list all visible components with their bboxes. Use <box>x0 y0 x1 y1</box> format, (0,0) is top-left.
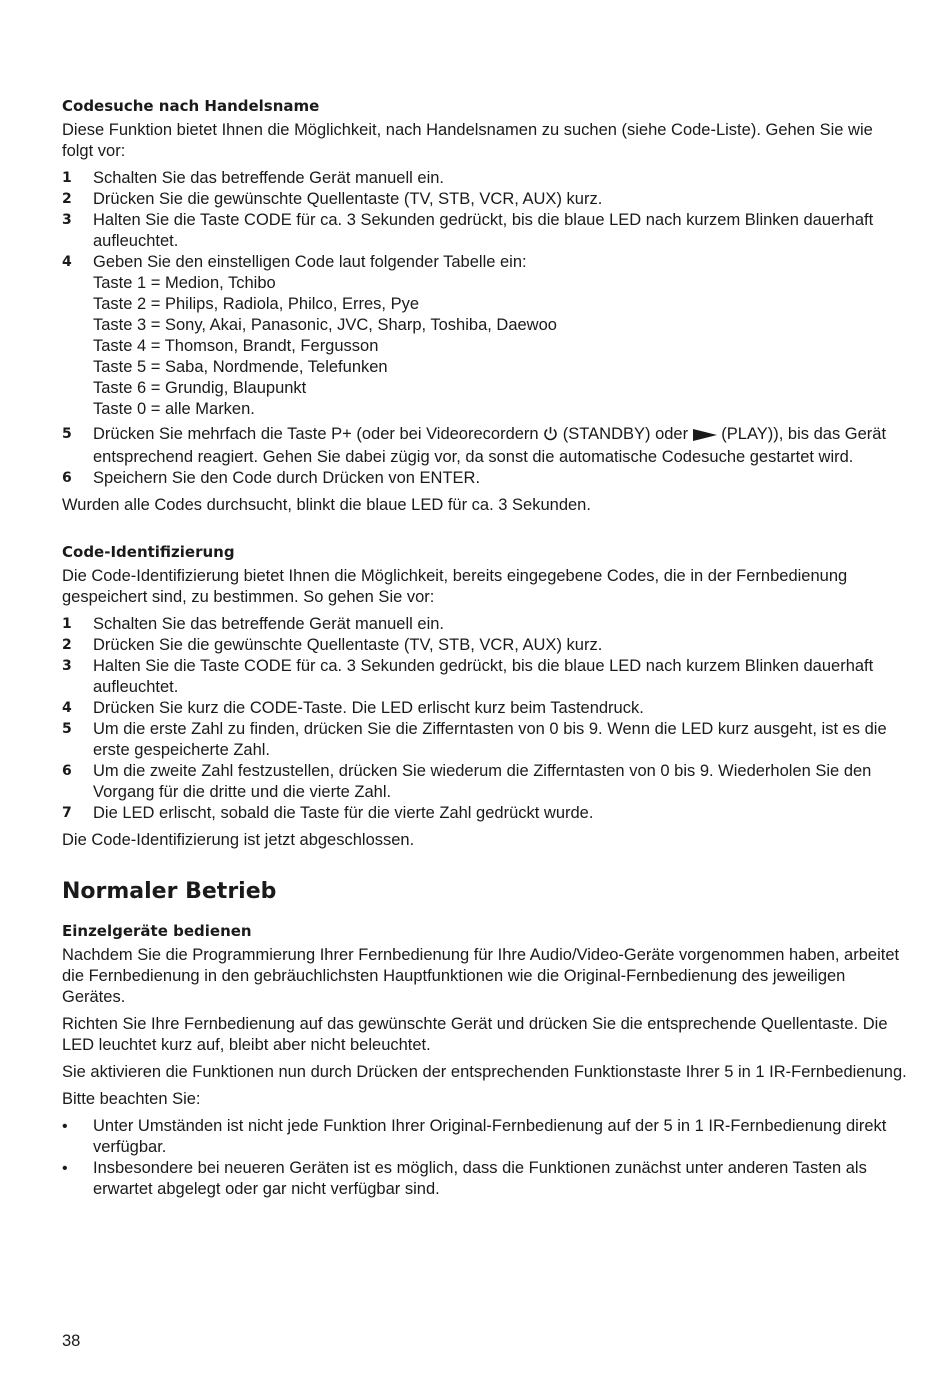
steps-list <box>62 168 908 489</box>
list-item: 5 Drücken Sie mehrfach die Taste P+ (oder bei Videorecordern (STANDBY) oder (PLAY)), bis das Gerät entsprechend reagiert. Gehen Sie dabei zügig vor, da sonst die automatische Codesuche gestartet wird. <box>62 425 887 466</box>
bullet-list <box>62 1116 908 1200</box>
list-item: 2 Drücken Sie die gewünschte Quellentaste (TV, STB, VCR, AUX) kurz. <box>62 190 603 208</box>
list-item: 3 Halten Sie die Taste CODE für ca. 3 Sekunden gedrückt, bis die blaue LED nach kurzem Blinken dauerhaft aufleuchtet. <box>62 657 874 696</box>
brand-table-row: Taste 4 = Thomson, Brandt, Fergusson <box>93 337 379 355</box>
section-outro: Wurden alle Codes durchsucht, blinkt die blaue LED für ca. 3 Sekunden. <box>62 496 591 514</box>
paragraph: Nachdem Sie die Programmierung Ihrer Fernbedienung für Ihre Audio/Video-Geräte vorgenommen haben, arbeitet die Fernbedienung in den gebräuchlichsten Hauptfunktionen wie die Original-Fernbedienung des jeweiligen Gerätes. <box>62 946 900 1006</box>
brand-table-row: Taste 1 = Medion, Tchibo <box>93 274 276 292</box>
list-item: 1 Schalten Sie das betreffende Gerät manuell ein. <box>62 169 445 187</box>
power-icon <box>543 426 558 447</box>
brand-table-row: Taste 3 = Sony, Akai, Panasonic, JVC, Sharp, Toshiba, Daewoo <box>93 316 557 334</box>
brand-table-row: Taste 6 = Grundig, Blaupunkt <box>93 379 307 397</box>
section-intro: Die Code-Identifizierung bietet Ihnen die Möglichkeit, bereits eingegebene Codes, die in der Fernbedienung gespeichert sind, zu bestimmen. So gehen Sie vor: <box>62 567 848 606</box>
paragraph: Richten Sie Ihre Fernbedienung auf das gewünschte Gerät und drücken Sie die entsprechende Quellentaste. Die LED leuchtet kurz auf, bleibt aber nicht beleuchtet. <box>62 1015 888 1054</box>
brand-table-row: Taste 2 = Philips, Radiola, Philco, Erres, Pye <box>93 295 420 313</box>
list-item: 7 Die LED erlischt, sobald die Taste für die vierte Zahl gedrückt wurde. <box>62 804 594 822</box>
document-page <box>62 96 908 1206</box>
list-item: 2 Drücken Sie die gewünschte Quellentaste (TV, STB, VCR, AUX) kurz. <box>62 636 603 654</box>
section-heading-einzelgeraete: Einzelgeräte bedienen <box>62 922 252 940</box>
list-item: 5 Um die erste Zahl zu finden, drücken Sie die Zifferntasten von 0 bis 9. Wenn die LED kurz ausgeht, ist es die erste gespeicherte Zahl. <box>62 720 887 759</box>
paragraph: Sie aktivieren die Funktionen nun durch Drücken der entsprechenden Funktionstaste Ihrer 5 in 1 IR-Fernbedienung. <box>62 1063 907 1081</box>
list-item: 3 Halten Sie die Taste CODE für ca. 3 Sekunden gedrückt, bis die blaue LED nach kurzem Blinken dauerhaft aufleuchtet. <box>62 211 874 250</box>
brand-table-row: Taste 5 = Saba, Nordmende, Telefunken <box>93 358 388 376</box>
section-intro: Diese Funktion bietet Ihnen die Möglichkeit, nach Handelsnamen zu suchen (siehe Code-Liste). Gehen Sie wie folgt vor: <box>62 121 873 160</box>
page-number: 38 <box>62 1332 81 1350</box>
list-item: 4 Geben Sie den einstelligen Code laut folgender Tabelle ein: Taste 1 = Medion, Tchibo Taste 2 = Philips, Radiola, Philco, Erres, Pye Taste 3 = Sony, Akai, Panasonic, JVC, Sharp, Toshiba, Daewoo Taste 4 = Thomson, Brandt, Fergusson Taste 5 = Saba, Nordmende, Telefunken Taste 6 = Grundig, Blaupunkt Taste 0 = alle Marken. <box>62 252 908 420</box>
section-heading-codesuche: Codesuche nach Handelsname <box>62 97 320 115</box>
brand-table-row: Taste 0 = alle Marken. <box>93 400 255 418</box>
section-outro: Die Code-Identifizierung ist jetzt abgeschlossen. <box>62 831 415 849</box>
section-heading-code-identifizierung: Code-Identifizierung <box>62 543 235 561</box>
list-item: 1 Schalten Sie das betreffende Gerät manuell ein. <box>62 615 445 633</box>
bullet-icon: • <box>62 1118 68 1135</box>
list-item: 6 Um die zweite Zahl festzustellen, drücken Sie wiederum die Zifferntasten von 0 bis 9. Wiederholen Sie den Vorgang für die dritte und die vierte Zahl. <box>62 762 872 801</box>
play-icon <box>693 426 717 447</box>
list-item: • Insbesondere bei neueren Geräten ist es möglich, dass die Funktionen zunächst unter anderen Tasten als erwartet abgelegt oder gar nicht verfügbar sind. <box>62 1159 867 1198</box>
list-item: 4 Drücken Sie kurz die CODE-Taste. Die LED erlischt kurz beim Tastendruck. <box>62 699 644 717</box>
paragraph: Bitte beachten Sie: <box>62 1090 201 1108</box>
chapter-heading-normaler-betrieb: Normaler Betrieb <box>62 879 277 904</box>
bullet-icon: • <box>62 1160 68 1177</box>
list-item: 6 Speichern Sie den Code durch Drücken von ENTER. <box>62 469 481 487</box>
list-item: • Unter Umständen ist nicht jede Funktion Ihrer Original-Fernbedienung auf der 5 in 1 IR-Fernbedienung direkt verfügbar. <box>62 1117 887 1156</box>
steps-list <box>62 614 908 824</box>
